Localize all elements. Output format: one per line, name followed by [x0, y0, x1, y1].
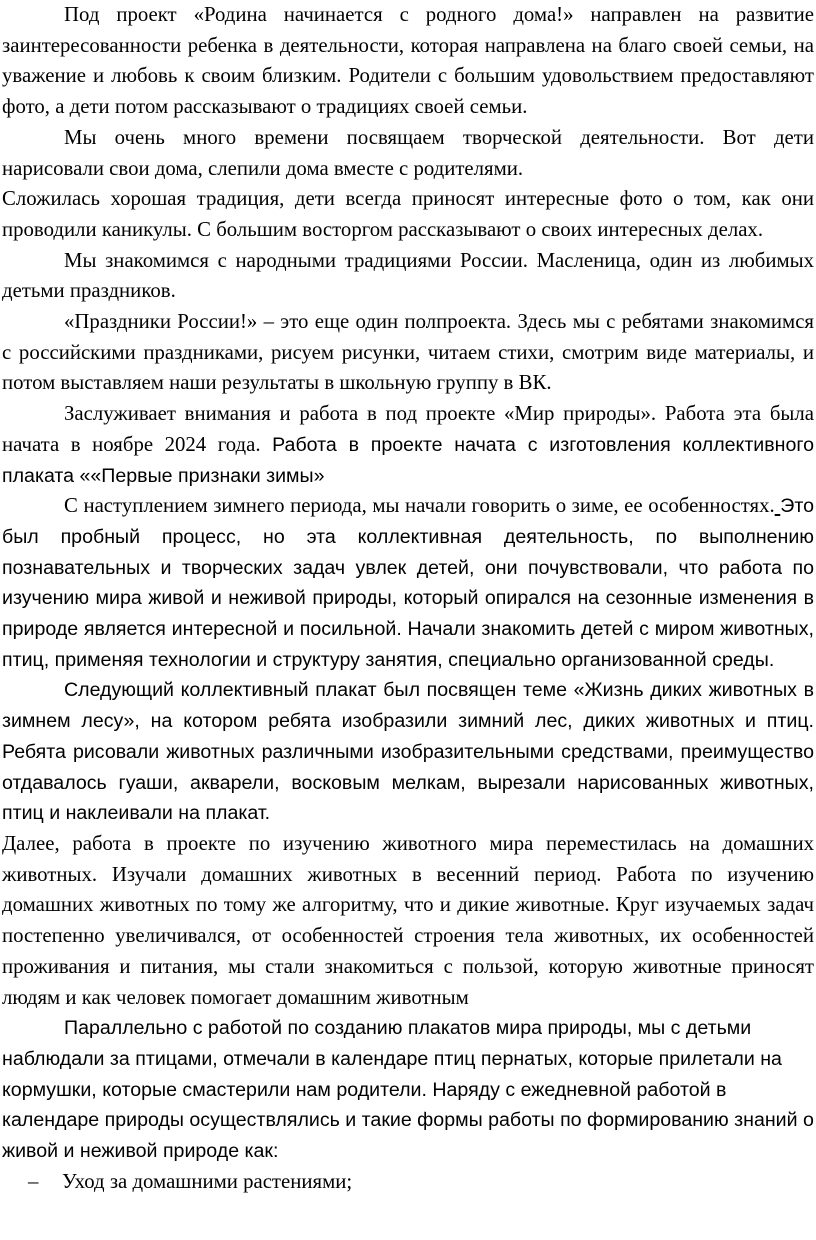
- bullet-list: [0, 1167, 816, 1198]
- paragraph-6: [0, 399, 816, 491]
- paragraph-6-part-2: Работа в проекте начата с изготовления коллективного плаката ««Первые признаки зимы»: [2, 433, 814, 487]
- paragraph-7-part-1: С наступлением зимнего периода, мы начали говорить о зиме, ее особенностях.: [64, 494, 775, 518]
- paragraph-2: Мы очень много времени посвящаем творческой деятельности. Вот дети нарисовали свои дома, слепили дома вместе с родителями.: [2, 125, 814, 180]
- paragraph-8: Следующий коллективный плакат был посвящен теме «Жизнь диких животных в зимнем лесу», на котором ребята изобразили зимний лес, диких животных и птиц. Ребята рисовали животных различными изобразительными средствами, преимущество отдавалось гуаши, акварели, восковым мелкам, вырезали нарисованных животных, птиц и наклеивали на плакат.: [2, 679, 814, 825]
- paragraph-7: [0, 491, 816, 675]
- paragraph-6-part-1: Заслуживает внимания и работа в под проекте «Мир природы». Работа эта была начата в ноябре 2024 года.: [2, 402, 814, 456]
- paragraph-7-part-3: Это был пробный процесс, но эта коллективная деятельность, по выполнению познавательных и творческих задач увлек детей, они почувствовали, что работа по изучению мира живой и неживой природы, который опирался на сезонные изменения в природе является интересной и посильной. Начали знакомить детей с миром животных, птиц, применяя технологии и структуру занятия, специально организованной среды.: [2, 495, 814, 671]
- paragraph-9: Далее, работа в проекте по изучению животного мира переместилась на домашних животных. Изучали домашних животных в весенний период. Работа по изучению домашних животных по тому же алгоритму, что и дикие животные. Круг изучаемых задач постепенно увеличивался, от особенностей строения тела животных, их особенностей проживания и питания, мы стали знакомиться с пользой, которую животные приносят людям и как человек помогает домашним животным: [2, 831, 814, 1009]
- paragraph-10: Параллельно с работой по созданию плакатов мира природы, мы с детьми наблюдали за птицами, отмечали в календаре птиц пернатых, которые прилетали на кормушки, которые смастерили нам родители. Наряду с ежедневной работой в календаре природы осуществлялись и такие формы работы по формированию знаний о живой и неживой природе как:: [2, 1017, 814, 1163]
- paragraph-4: Мы знакомимся с народными традициями России. Масленица, один из любимых детьми праздников.: [2, 248, 814, 303]
- list-item: [0, 1167, 816, 1198]
- list-item-text: Уход за домашними растениями;: [62, 1169, 353, 1193]
- paragraph-1: Под проект «Родина начинается с родного дома!» направлен на развитие заинтересованности ребенка в деятельности, которая направлена на благо своей семьи, на уважение и любовь к своим близким. Родители с большим удовольствием предоставляют фото, а дети потом рассказывают о традициях своей семьи.: [2, 3, 814, 119]
- dash-bullet-icon: –: [28, 1169, 39, 1193]
- paragraph-5: «Праздники России!» – это еще один полпроекта. Здесь мы с ребятами знакомимся с российскими праздниками, рисуем рисунки, читаем стихи, смотрим виде материалы, и потом выставляем наши результаты в школьную группу в ВК.: [2, 310, 814, 395]
- paragraph-3: Сложилась хорошая традиция, дети всегда приносят интересные фото о том, как они проводили каникулы. С большим восторгом рассказывают о своих интересных делах.: [2, 187, 814, 241]
